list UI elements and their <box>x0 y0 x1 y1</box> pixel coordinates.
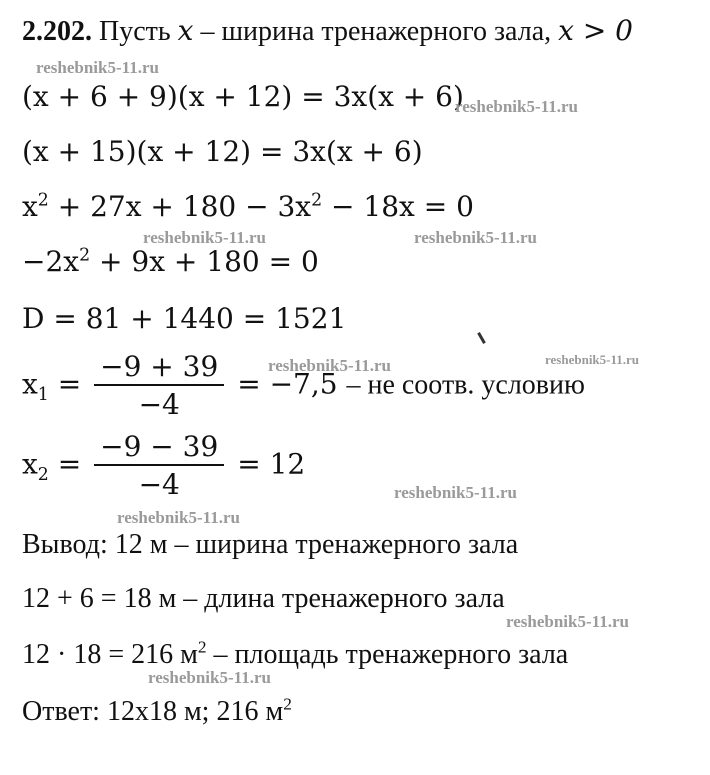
equation-1: (x + 6 + 9)(x + 12) = 3x(x + 6) <box>22 80 464 113</box>
watermark: reshebnik5-11.ru <box>148 668 271 687</box>
watermark: reshebnik5-11.ru <box>455 97 578 116</box>
discriminant: D = 81 + 1440 = 1521 <box>22 302 347 335</box>
root-x2: $x_2$ = $\frac{-9 - 39}{-4}$ = 12 <box>22 430 306 501</box>
equation-4: $-2x^2 + 9x + 180 = 0$ <box>22 245 319 278</box>
fraction-x1: $\frac{-9 + 39}{-4}$ <box>94 352 224 420</box>
variable-description: – ширина тренажерного зала, <box>200 16 552 47</box>
fraction-x2: $\frac{-9 - 39}{-4}$ <box>94 432 224 500</box>
watermark: reshebnik5-11.ru <box>143 228 266 247</box>
watermark: reshebnik5-11.ru <box>36 58 159 77</box>
watermark: reshebnik5-11.ru <box>545 352 640 367</box>
root-x1: $x_1$ = $\frac{-9 + 39}{-4}$ = −7,5 – не соотв. условию <box>22 350 585 421</box>
problem-number: 2.202. <box>22 16 92 47</box>
domain-condition: x > 0 <box>558 14 633 47</box>
watermark: reshebnik5-11.ru <box>117 508 240 527</box>
watermark: reshebnik5-11.ru <box>414 228 537 247</box>
length-line: 12 + 6 = 18 м – длина тренажерного зала <box>22 583 505 614</box>
problem-statement <box>22 14 633 49</box>
stray-mark <box>477 332 486 344</box>
equation-3: $x^2 + 27x + 180 - 3x^2 - 18x = 0$ <box>22 190 474 223</box>
watermark: reshebnik5-11.ru <box>506 612 629 631</box>
watermark: reshebnik5-11.ru <box>268 356 391 375</box>
equation-2: (x + 15)(x + 12) = 3x(x + 6) <box>22 135 423 168</box>
answer-line: Ответ: 12х18 м; 216 $м^2$ <box>22 694 292 727</box>
watermark: reshebnik5-11.ru <box>394 483 517 502</box>
conclusion: Вывод: 12 м – ширина тренажерного зала <box>22 529 519 560</box>
intro-text: Пусть <box>99 16 171 47</box>
variable-x: x <box>177 14 194 47</box>
area-line: 12 · 18 = 216 $м^2$ – площадь тренажерного зала <box>22 637 569 670</box>
